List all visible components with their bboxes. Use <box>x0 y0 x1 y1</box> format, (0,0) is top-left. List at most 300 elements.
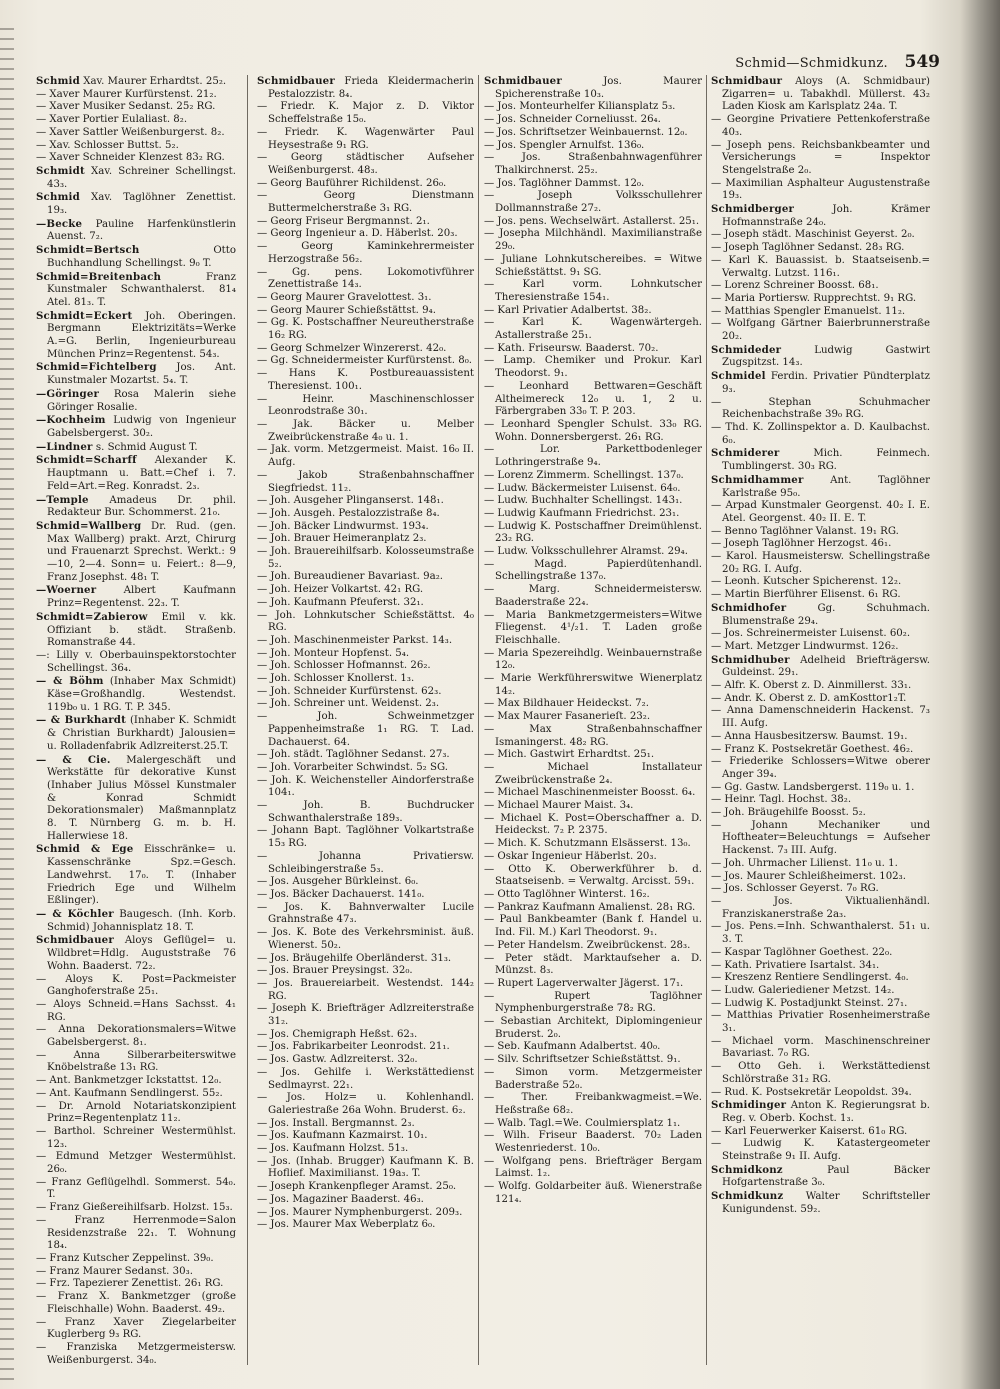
directory-entry <box>36 650 236 675</box>
directory-entry <box>36 1024 236 1049</box>
entry-text: — Peter städt. Marktaufseher a. D. Münzst. 8₃. <box>484 952 702 977</box>
entry-surname: Schmidel <box>711 370 766 383</box>
entry-text: — Karl Feuerwerker Kaiserst. 61₀ RG. <box>711 1125 908 1137</box>
directory-entry <box>257 470 474 495</box>
directory-entry <box>484 1041 702 1054</box>
directory-entry <box>36 441 236 455</box>
directory-entry <box>484 610 702 648</box>
directory-entry <box>711 807 930 820</box>
entry-text: Emil v. kk. Offiziant b. städt. Straßenb. Romanstraße 44. <box>47 611 236 649</box>
directory-entry <box>36 1317 236 1342</box>
entry-surname: Schmidkunz <box>711 1190 784 1203</box>
entry-text: — Heinr. Tagl. Hochst. 38₂. <box>711 794 852 806</box>
entry-text: — Maria Spezereihdlg. Weinbauernstraße 12₀. <box>484 647 702 672</box>
directory-entry <box>484 228 702 253</box>
entry-surname: — & Böhm <box>36 675 104 688</box>
entry-surname: Schmidbaur <box>711 75 783 87</box>
directory-entry <box>257 660 474 673</box>
directory-entry <box>484 254 702 279</box>
directory-entry <box>484 724 702 749</box>
entry-text: Jos. Ant. Kunstmaler Mozartst. 5₄. T. <box>47 362 236 387</box>
entry-text: — Magd. Papierdütenhandl. Schellingstraße 137₀. <box>484 558 702 583</box>
entry-text: — Ludwig K. Postschaffner Dreimühlenst. 23₂ RG. <box>484 520 702 545</box>
directory-entry <box>257 584 474 597</box>
directory-entry <box>36 584 236 610</box>
entry-text: — Maximilian Asphalteur Augustenstraße 19₃. <box>711 177 930 202</box>
column-divider <box>706 75 707 1365</box>
entry-text: — Heinr. Maschinenschlosser Leonrodstraße 30₁. <box>257 393 474 418</box>
directory-entry <box>711 1126 930 1139</box>
directory-entry <box>36 75 236 89</box>
directory-entry <box>36 1291 236 1316</box>
entry-text: — Joh. Schweinmetzger Pappenheimstraße 1₁ RG. T. Lad. Dachauerst. 64. <box>257 711 474 748</box>
directory-entry <box>484 419 702 444</box>
directory-entry <box>711 756 930 781</box>
entry-text: — Michael Maurer Maist. 3₄. <box>484 800 634 812</box>
directory-entry <box>711 75 930 114</box>
entry-text: — Franz X. Bankmetzger (große Fleischhalle) Wohn. Baaderst. 49₂. <box>36 1291 236 1315</box>
column-divider <box>247 75 248 1365</box>
directory-entry <box>257 521 474 534</box>
directory-entry <box>711 1190 930 1216</box>
entry-text: (Inhaber Max Schmidt) Käse=Großhandlg. Westendst. 119b₀ u. 1 RG. T. P. 345. <box>47 676 236 713</box>
entry-text: Ludwig von Ingenieur Gabelsbergerst. 30₂. <box>47 415 236 439</box>
directory-entry <box>711 1099 930 1125</box>
directory-entry <box>36 675 236 714</box>
directory-entry <box>257 394 474 419</box>
directory-entry <box>484 902 702 915</box>
entry-text: — Jos. pens. Wechselwärt. Astallerst. 25₁. <box>484 215 700 227</box>
directory-entry <box>36 310 236 362</box>
directory-entry <box>711 871 930 884</box>
entry-text: — Lor. Parkettbodenleger Lothringerstraße 9₄. <box>484 444 702 469</box>
entry-surname: —Becke <box>36 217 83 230</box>
directory-entry <box>257 127 474 152</box>
entry-text: — Wolfg. Goldarbeiter äuß. Wienerstraße 121₄. <box>484 1181 702 1205</box>
entry-text: — Leonh. Kutscher Spicherenst. 12₂. <box>711 576 902 588</box>
entry-text: — Wilh. Friseur Baaderst. 70₂ Laden Westenriederst. 10₀. <box>484 1130 702 1155</box>
entry-text: — Ludw. Volksschullehrer Alramst. 29₄. <box>484 546 688 558</box>
directory-entry <box>711 947 930 960</box>
directory-entry <box>711 589 930 602</box>
entry-text: — Otto Geh. i. Werkstättedienst Schlörstraße 31₂ RG. <box>711 1061 930 1085</box>
directory-entry <box>484 698 702 711</box>
directory-entry <box>257 610 474 635</box>
entry-text: — Karl K. Bauassist. b. Staatseisenb.= Verwaltg. Lutzst. 116₁. <box>711 254 930 279</box>
entry-text: — Peter Handelsm. Zweibrückenst. 28₃. <box>484 939 691 951</box>
entry-text: — Georg Friseur Bergmannst. 2₁. <box>257 215 430 227</box>
entry-text: — Leonhard Bettwaren=Geschäft Altheimereck 12₀ u. 1, 2 u. Färbergraben 33₀ T. P. 203. <box>484 380 702 418</box>
entry-text: Xav. Maurer Erhardtst. 25₂. <box>83 76 227 87</box>
entry-text: — Gg. Schneidermeister Kurfürstenst. 8₀. <box>257 355 473 367</box>
entry-text: — Joh. Brauereihilfsarb. Kolosseumstraße 5₂. <box>257 546 474 570</box>
entry-text: — Jos. Install. Bergmannst. 2₃. <box>257 1117 415 1129</box>
entry-text: — Wolfgang Gärtner Baierbrunnerstraße 20₂. <box>711 318 930 343</box>
entry-surname: Schmidhuber <box>711 653 790 666</box>
entry-text: — Joh. Monteur Hopfenst. 5₄. <box>257 647 410 659</box>
entry-text: s. Schmid August T. <box>95 441 198 453</box>
entry-text: — Gg. K. Postschaffner Neureutherstraße 16₂ RG. <box>257 317 474 342</box>
entry-surname: Schmid <box>36 191 80 204</box>
entry-text: — Georg Dienstmann Buttermelcherstraße 3₁ RG. <box>257 190 474 215</box>
directory-entry <box>484 355 702 380</box>
page-header <box>700 46 940 76</box>
entry-text: — Michael K. Post=Oberschaffner a. D. Heideckst. 7₂ P. 2375. <box>484 812 702 837</box>
directory-entry <box>257 711 474 749</box>
entry-text: — Georg Kaminkehrermeister Herzogstraße 56₂. <box>257 241 474 265</box>
entry-text: — Lorenz Schreiner Boosst. 68₁. <box>711 280 879 292</box>
entry-text: — Joh. Bureaudiener Bavariast. 9a₂. <box>257 571 444 583</box>
directory-entry <box>484 800 702 813</box>
directory-entry <box>711 820 930 858</box>
directory-entry <box>257 178 474 191</box>
entry-text: — Joh. Vorarbeiter Schwindst. 5₂ SG. <box>257 761 448 773</box>
entry-text: — Jos. Holz= u. Kohlenhandl. Galeriestraße 26a Wohn. Bruderst. 6₂. <box>257 1092 474 1116</box>
entry-text: — Oskar Ingenieur Häberlst. 20₃. <box>484 850 657 862</box>
entry-text: — Ludwig Kaufmann Friedrichst. 23₁. <box>484 507 680 519</box>
directory-entry <box>36 611 236 650</box>
entry-surname: Schmid=Breitenbach <box>36 270 162 283</box>
entry-text: — Thd. K. Zollinspektor a. D. Kaulbachst. 6₀. <box>711 421 930 446</box>
directory-entry <box>711 1036 930 1061</box>
directory-entry <box>484 381 702 419</box>
entry-text: — Marg. Schneidermeistersw. Baaderstraße 22₄. <box>484 584 702 608</box>
entry-text: (Inhaber K. Schmidt & Christian Burkhardt) Jalousien= u. Rolladenfabrik Adlzreiterst.25.T. <box>47 715 236 752</box>
directory-column-2 <box>257 75 474 1365</box>
directory-entry <box>484 673 702 698</box>
entry-text: — Karl vorm. Lohnkutscher Theresienstraße 154₁. <box>484 279 702 303</box>
directory-entry <box>484 838 702 851</box>
directory-entry <box>257 101 474 126</box>
directory-entry <box>257 571 474 584</box>
directory-entry <box>484 851 702 864</box>
directory-entry <box>257 292 474 305</box>
directory-entry <box>257 965 474 978</box>
directory-entry <box>36 1088 236 1101</box>
entry-text: — Lamp. Chemiker und Prokur. Karl Theodorst. 9₁. <box>484 355 702 380</box>
entry-text: — Jos. Magaziner Baaderst. 46₃. <box>257 1193 424 1205</box>
entry-text: — Franz Herrenmode=Salon Residenzstraße 22₁. T. Wohnung 18₄. <box>36 1214 236 1252</box>
directory-entry <box>36 218 236 244</box>
entry-text: — Matthias Privatier Rosenheimerstraße 3₁. <box>711 1010 930 1035</box>
entry-text: — Paul Bankbeamter (Bank f. Handel u. Ind. Fil. M.) Karl Theodorst. 9₁. <box>484 914 702 939</box>
directory-entry <box>484 1156 702 1181</box>
directory-entry <box>257 851 474 876</box>
entry-text: — Mich. Gastwirt Erhardtst. 25₁. <box>484 749 655 761</box>
directory-entry <box>484 914 702 939</box>
directory-entry <box>711 474 930 500</box>
entry-surname: —Kochheim <box>36 414 106 427</box>
directory-entry <box>711 538 930 551</box>
entry-text: — Jos. Fabrikarbeiter Leonrodst. 21₁. <box>257 1041 450 1053</box>
directory-entry <box>36 101 236 114</box>
directory-entry <box>257 1029 474 1042</box>
entry-text: — Joh. Maschinenmeister Parkst. 14₃. <box>257 634 453 646</box>
directory-entry <box>484 1092 702 1117</box>
entry-text: — Jos. Maurer Max Weberplatz 6₀. <box>257 1219 436 1231</box>
entry-text: — Jos. Chemigraph Heßst. 62₃. <box>257 1028 418 1040</box>
directory-entry <box>711 896 930 921</box>
entry-text: — Xaver Maurer Kurfürstenst. 21₂. <box>36 88 217 100</box>
directory-entry <box>257 762 474 775</box>
directory-entry <box>257 1054 474 1067</box>
entry-text: — Jos. Viktualienhändl. Franziskanerstraße 2a₃. <box>711 896 930 920</box>
directory-column-4 <box>711 75 930 1365</box>
entry-text: — Joh. B. Buchdrucker Schwanthalerstraße 189₃. <box>257 800 474 824</box>
directory-entry <box>257 775 474 800</box>
entry-text: — Jos. K. Bahnverwalter Lucile Grahnstraße 47₃. <box>257 901 474 926</box>
entry-surname: Schmidbauer <box>257 75 335 87</box>
entry-text: — Karl Privatier Adalbertst. 38₂. <box>484 304 652 316</box>
directory-entry <box>711 602 930 628</box>
entry-text: — Xaver Sattler Weißenburgerst. 8₂. <box>36 126 225 138</box>
directory-entry <box>711 255 930 280</box>
directory-entry <box>711 883 930 896</box>
directory-entry <box>711 1138 930 1163</box>
entry-text: — Jos. Maurer Nymphenburgerst. 209₃. <box>257 1206 463 1218</box>
directory-entry <box>257 800 474 825</box>
entry-surname: Schmidhammer <box>711 473 804 486</box>
entry-text: — Georgine Privatiere Pettenkoferstraße 40₃. <box>711 114 930 138</box>
directory-entry <box>36 1342 236 1365</box>
entry-text: — Friederike Schlossers=Witwe oberer Anger 39₄. <box>711 756 930 780</box>
entry-text: — Sebastian Architekt, Diplomingenieur Bruderst. 2₀. <box>484 1016 702 1040</box>
directory-entry <box>36 1101 236 1126</box>
directory-entry <box>257 1219 474 1232</box>
directory-entry <box>711 960 930 973</box>
directory-entry <box>36 934 236 973</box>
directory-entry <box>711 654 930 680</box>
directory-entry <box>711 693 930 706</box>
directory-entry <box>36 1215 236 1253</box>
entry-surname: Schmidt=Zabierow <box>36 610 148 623</box>
entry-text: Joh. Oberingen. Bergmann Elektrizitäts=Werke A.=G. Berlin, Ingenieurbureau München Prinz=Regentenst. 54₃. <box>47 310 236 360</box>
directory-entry <box>711 526 930 539</box>
directory-entry <box>36 454 236 493</box>
directory-entry <box>257 1041 474 1054</box>
directory-entry <box>484 190 702 215</box>
entry-text: — Joh. städt. Taglöhner Sedanst. 27₃. <box>257 749 450 761</box>
entry-text: — Stephan Schuhmacher Reichenbachstraße 39₀ RG. <box>711 396 930 421</box>
entry-surname: Schmidbauer <box>484 75 562 87</box>
entry-text: — Jos. K. Bote des Verkehrsminist. äuß. Wienerst. 50₂. <box>257 927 474 951</box>
entry-text: — Michael Installateur Zweibrückenstraße 2₄. <box>484 761 702 786</box>
directory-entry <box>36 89 236 102</box>
directory-entry <box>36 152 236 165</box>
entry-text: Frieda Kleidermacherin Pestalozzistr. 8₄. <box>268 76 474 100</box>
entry-text: Mich. Feinmech. Tumblingerst. 30₃ RG. <box>722 448 930 473</box>
entry-text: — Matthias Spengler Emanuelst. 11₂. <box>711 305 906 317</box>
entry-text: Aloys Geflügel= u. Wildbret=Hdlg. Auguststraße 76 Wohn. Baaderst. 72₂. <box>47 935 236 972</box>
entry-text: — Xaver Portier Eulaliast. 8₂. <box>36 114 188 126</box>
directory-entry <box>257 317 474 342</box>
entry-text: — Ant. Kaufmann Sendlingerst. 55₂. <box>36 1087 223 1099</box>
directory-entry <box>711 203 930 229</box>
entry-text: — Georg Maurer Gravelottest. 3₁. <box>257 291 432 303</box>
entry-text: — Anna Silberarbeiterswitwe Knöbelstraße 13₁ RG. <box>36 1049 236 1074</box>
entry-text: — Frz. Tapezierer Zenettist. 26₁ RG. <box>36 1278 224 1290</box>
entry-surname: — & Köchler <box>36 908 114 920</box>
entry-text: — Dr. Arnold Notariatskonzipient Prinz=Regentenplatz 11₂. <box>36 1100 236 1125</box>
entry-text: — Joh. Kaufmann Pfeuferst. 32₁. <box>257 596 424 608</box>
entry-text: — Jos. Gastw. Adlzreiterst. 32₀. <box>257 1054 418 1066</box>
directory-entry <box>257 978 474 1003</box>
entry-text: Eisschränke= u. Kassenschränke Spz.=Gesch. Landwehrst. 17₀. T. (Inhaber Friedrich Ege und Wilhelm Eßlinger). <box>47 844 236 907</box>
entry-text: — Jos. Brauereiarbeit. Westendst. 144₂ RG. <box>257 977 474 1002</box>
directory-entry <box>484 470 702 483</box>
directory-entry <box>711 306 930 319</box>
directory-entry <box>484 1118 702 1131</box>
directory-entry <box>257 597 474 610</box>
entry-text: — Joseph pens. Reichsbankbeamter und Versicherungs = Inspektor Stengelstraße 2₀. <box>711 139 930 176</box>
entry-text: Ferdin. Privatier Pündterplatz 9₃. <box>722 371 930 395</box>
directory-entry <box>36 520 236 585</box>
entry-text: — Friedr. K. Major z. D. Viktor Scheffelstraße 15₀. <box>257 101 474 126</box>
directory-entry <box>711 551 930 576</box>
entry-text: — Jak. vorm. Metzgermeist. Maist. 16₀ II. Aufg. <box>257 444 474 469</box>
entry-text: — Joseph K. Briefträger Adlzreiterstraße 31₂. <box>257 1003 474 1028</box>
entry-text: Albert Kaufmann Prinz=Regentenst. 22₃. T. <box>47 585 236 610</box>
entry-surname: Schmid=Wallberg <box>36 519 142 532</box>
entry-text: — Wolfgang pens. Briefträger Bergam Laimst. 1₂. <box>484 1155 702 1180</box>
directory-entry <box>484 1016 702 1041</box>
entry-text: — Jos. Brauer Preysingst. 32₀. <box>257 965 413 977</box>
entry-text: — Ludwig K. Katastergeometer Steinstraße 9₁ II. Aufg. <box>711 1138 930 1163</box>
entry-text: — Joh. Bräugehilfe Boosst. 5₂. <box>711 807 866 819</box>
entry-text: — Joh. Ausgeh. Pestalozzistraße 8₄. <box>257 507 440 519</box>
directory-entry <box>484 495 702 508</box>
directory-entry <box>257 216 474 229</box>
directory-entry <box>484 305 702 318</box>
entry-text: — Rupert Lagerverwalter Jägerst. 17₁. <box>484 977 684 989</box>
entry-text: — Joh. Lohnkutscher Schießstättst. 4₀ RG. <box>257 609 474 634</box>
directory-entry <box>711 641 930 654</box>
entry-text: — Ant. Bankmetzger Ickstattst. 12₀. <box>36 1075 222 1087</box>
directory-entry <box>36 1075 236 1088</box>
entry-text: —: Lilly v. Oberbauinspektorstochter Schellingst. 36₄. <box>36 649 236 674</box>
directory-entry <box>711 782 930 795</box>
entry-text: — Friedr. K. Wagenwärter Paul Heysestraße 9₁ RG. <box>257 126 474 151</box>
entry-text: — Edmund Metzger Westermühlst. 26₀. <box>36 1151 236 1176</box>
directory-entry <box>484 444 702 469</box>
entry-text: — Kath. Privatiere Isartalst. 34₁. <box>711 959 880 971</box>
entry-text: — Kreszenz Rentiere Sendlingerst. 4₀. <box>711 972 909 984</box>
entry-text: — Martin Bierführer Elisenst. 6₁ RG. <box>711 589 901 601</box>
entry-text: — Otto Taglöhner Winterst. 16₂. <box>484 889 650 900</box>
directory-entry <box>711 705 930 730</box>
entry-text: — Karol. Hausmeistersw. Schellingstraße 20₂ RG. I. Aufg. <box>711 551 930 575</box>
entry-text: — Joh. Heizer Volkartst. 42₁ RG. <box>257 584 424 596</box>
directory-entry <box>36 244 236 270</box>
entry-text: Ant. Taglöhner Karlstraße 95₀. <box>722 474 930 499</box>
directory-entry <box>36 843 236 908</box>
entry-text: — Franz K. Postsekretär Goethest. 46₂. <box>711 743 914 755</box>
entry-text: — Anna Hausbesitzersw. Baumst. 19₁. <box>711 730 908 742</box>
directory-entry <box>484 711 702 724</box>
directory-entry <box>711 921 930 946</box>
directory-entry <box>711 422 930 447</box>
entry-text: — Joh. Uhrmacher Lilienst. 11₀ u. 1. <box>711 857 898 869</box>
entry-text: — Ludw. Buchhalter Schellingst. 143₁. <box>484 495 683 507</box>
directory-entry <box>484 813 702 838</box>
entry-text: — Xav. Schlosser Buttst. 5₂. <box>36 139 179 151</box>
directory-entry <box>484 152 702 177</box>
entry-text: Xav. Taglöhner Zenettist. 19₃. <box>47 192 236 217</box>
entry-text: — Franz Geflügelhdl. Sommerst. 54₀. T. <box>36 1176 236 1201</box>
entry-surname: Schmid <box>36 75 80 87</box>
entry-text: — Benno Taglöhner Valanst. 19₁ RG. <box>711 525 899 537</box>
directory-entry <box>36 494 236 520</box>
directory-entry <box>257 902 474 927</box>
directory-entry <box>36 414 236 440</box>
directory-entry <box>36 271 236 310</box>
entry-text: — Simon vorm. Metzgermeister Baderstraße 52₀. <box>484 1066 702 1091</box>
entry-text: — Joseph städt. Maschinist Geyerst. 2₀. <box>711 229 915 241</box>
entry-text: — Kaspar Taglöhner Goethest. 22₀. <box>711 946 893 958</box>
entry-text: — Joh. Schneider Kurfürstenst. 62₃. <box>257 685 442 697</box>
entry-text: Walter Schriftsteller Kunigundenst. 59₂. <box>722 1191 930 1215</box>
entry-surname: Schmidkonz <box>711 1163 783 1176</box>
entry-text: — Jos. Schlosser Geyerst. 7₀ RG. <box>711 883 879 895</box>
entry-text: — Georg städtischer Aufseher Weißenburgerst. 48₃. <box>257 152 474 176</box>
directory-entry <box>36 114 236 127</box>
entry-text: Baugesch. (Inh. Korb. Schmid) Johannisplatz 18. T. <box>47 909 236 933</box>
entry-text: Aloys (A. Schmidbaur) Zigarren= u. Tabakhdl. Müllerst. 43₂ Laden Kiosk am Karlsplatz 24a. T. <box>722 76 930 113</box>
entry-text: — Rupert Taglöhner Nymphenburgerstraße 78₂ RG. <box>484 990 702 1015</box>
directory-entry <box>484 343 702 356</box>
directory-entry <box>711 1087 930 1100</box>
directory-entry <box>711 731 930 744</box>
entry-text: — Jos. Straßenbahnwagenführer Thalkirchnerst. 25₂. <box>484 152 702 176</box>
entry-text: — Pankraz Kaufmann Amalienst. 28₁ RG. <box>484 901 696 913</box>
directory-entry <box>711 500 930 525</box>
directory-entry <box>257 953 474 966</box>
directory-entry <box>711 293 930 306</box>
entry-text: Adelheid Briefträgersw. Guldeinst. 29₁. <box>722 654 930 679</box>
entry-text: — Franz Kutscher Zeppelinst. 39₀. <box>36 1252 214 1264</box>
directory-entry <box>711 858 930 871</box>
entry-text: — Joseph Volksschullehrer Dollmannstraße 27₂. <box>484 190 702 215</box>
entry-text: — Ludw. Galeriediener Metzst. 14₂. <box>711 984 895 996</box>
entry-text: — Jos. Kaufmann Kazmairst. 10₁. <box>257 1130 428 1142</box>
directory-entry <box>711 628 930 641</box>
directory-entry <box>257 1092 474 1117</box>
entry-text: Malergeschäft und Werkstätte für dekorative Kunst (Inhaber Julius Mössel Kunstmaler & Konrad Schmidt Dekorationsmaler) Maßmannplatz 8. T. Nürnberg G. m. b. H. Hallerwiese 18. <box>47 754 236 842</box>
directory-entry <box>711 280 930 293</box>
entry-text: — Joh. Brauer Heimeranplatz 2₃. <box>257 533 427 545</box>
entry-text: Gg. Schuhmach. Blumenstraße 29₄. <box>722 602 930 627</box>
entry-surname: Schmidt <box>36 164 85 177</box>
directory-entry <box>484 559 702 584</box>
directory-entry <box>711 985 930 998</box>
entry-text: — Joseph Taglöhner Herzogst. 46₁. <box>711 538 892 550</box>
directory-entry <box>711 178 930 203</box>
directory-entry <box>484 889 702 902</box>
directory-entry <box>257 749 474 762</box>
entry-surname: — & Cie. <box>36 753 111 766</box>
entry-text: — Anna Damenschneiderin Hackenst. 7₃ III. Aufg. <box>711 705 930 730</box>
directory-entry <box>36 974 236 999</box>
entry-text: — Joh. Bäcker Lindwurmst. 193₄. <box>257 520 429 532</box>
entry-text: — Joh. K. Weichensteller Aindorferstraße 104₁. <box>257 774 474 799</box>
directory-entry <box>484 279 702 304</box>
entry-text: — Joh. Schreiner unt. Weidenst. 2₃. <box>257 698 440 710</box>
directory-entry <box>36 1151 236 1176</box>
entry-text: — Barthol. Schreiner Westermühlst. 12₃. <box>36 1125 236 1150</box>
entry-text: — Joh. Schlosser Knollerst. 1₃. <box>257 673 415 685</box>
directory-entry <box>36 388 236 414</box>
entry-text: Ludwig Gastwirt Zugspitzst. 14₃. <box>722 344 930 369</box>
